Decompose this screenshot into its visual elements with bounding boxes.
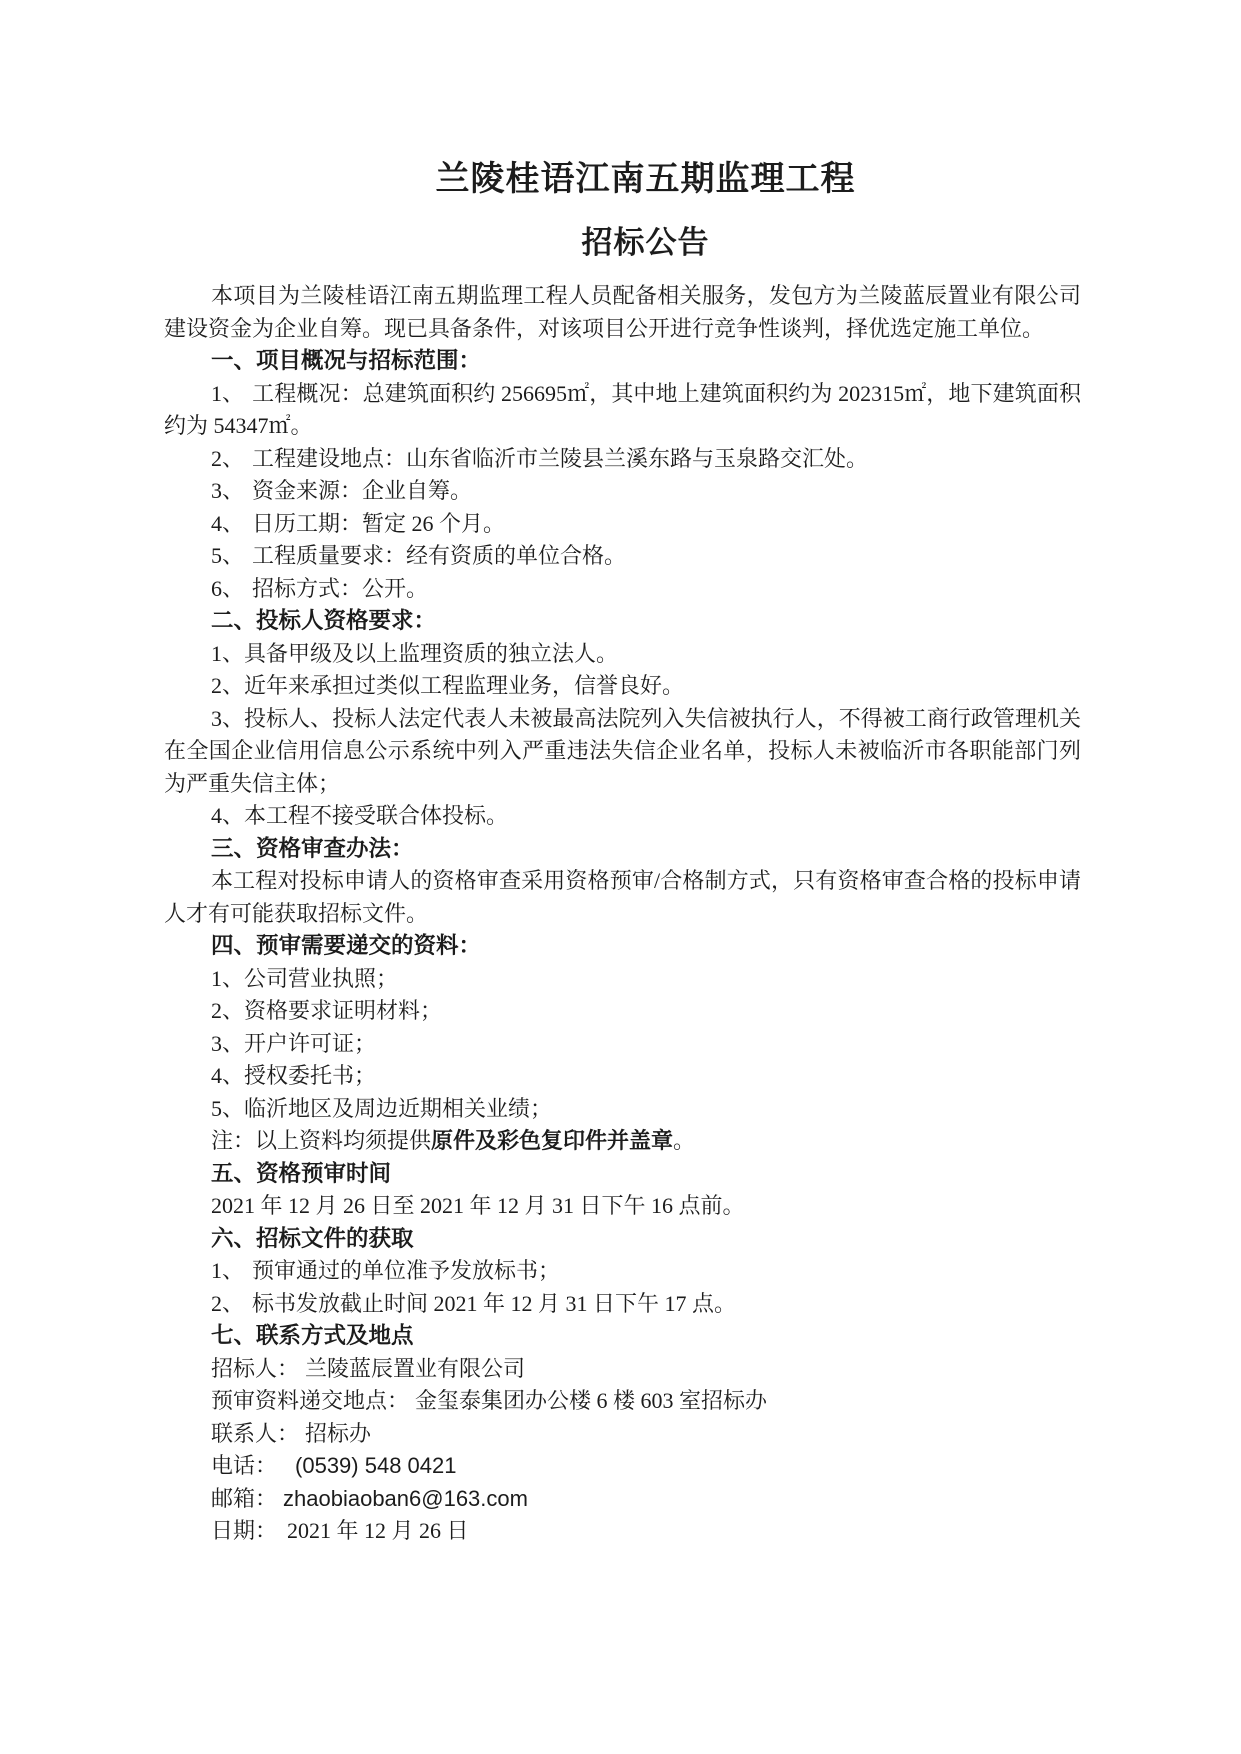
list-item — [164, 378, 1081, 443]
item-text: 工程概况：总建筑面积约 256695㎡，其中地上建筑面积约为 202315㎡，地下建筑面积约为 54347㎡。 — [164, 380, 1081, 438]
contact-row-tenderer — [164, 1353, 1081, 1386]
item-number: 1、 — [211, 1258, 245, 1283]
list-item: 2、资格要求证明材料； — [211, 998, 443, 1023]
item-text: 标书发放截止时间 2021 年 12 月 31 日下午 17 点。 — [252, 1290, 737, 1316]
contact-label: 电话： — [211, 1453, 278, 1478]
list-item: 3、投标人、投标人法定代表人未被最高法院列入失信被执行人，不得被工商行政管理机关在全国企业信用信息公示系统中列入严重违法失信企业名单，投标人未被临沂市各职能部门列为严重失信主体； — [164, 705, 1081, 796]
list-item: 5、临沂地区及周边近期相关业绩； — [211, 1095, 553, 1121]
list-item: 1、公司营业执照； — [211, 965, 399, 991]
contact-row-phone — [164, 1450, 1081, 1483]
contact-label: 日期： — [211, 1518, 278, 1543]
contact-row-address — [164, 1385, 1081, 1418]
list-item: 4、本工程不接受联合体投标。 — [211, 803, 509, 828]
list-item — [164, 443, 1081, 476]
doc-subtitle: 招标公告 — [581, 225, 710, 260]
note-suffix: 。 — [673, 1128, 696, 1153]
list-item — [164, 573, 1081, 606]
item-text: 日历工期：暂定 26 个月。 — [252, 510, 506, 536]
item-number: 6、 — [211, 575, 245, 601]
doc-title: 兰陵桂语江南五期监理工程 — [435, 161, 856, 198]
list-item: 3、开户许可证； — [211, 1030, 377, 1056]
contact-row-email — [164, 1483, 1081, 1516]
item-text: 资金来源：企业自筹。 — [252, 478, 473, 503]
section-body: 本工程对投标申请人的资格审查采用资格预审/合格制方式，只有资格审查合格的投标申请人才有可能获取招标文件。 — [164, 868, 1081, 926]
contact-email-value: zhaobiaoban6@163.com — [283, 1485, 528, 1511]
item-text: 工程质量要求：经有资质的单位合格。 — [252, 543, 627, 568]
list-item — [164, 475, 1081, 508]
doc-body — [164, 280, 1081, 1548]
list-item: 2、近年来承担过类似工程监理业务，信誉良好。 — [211, 673, 685, 698]
contact-value: 金玺泰集团办公楼 6 楼 603 室招标办 — [415, 1388, 768, 1413]
item-text: 招标方式：公开。 — [252, 575, 429, 601]
contact-label: 招标人： — [211, 1355, 300, 1381]
contact-label: 预审资料递交地点： — [211, 1388, 410, 1413]
list-item: 1、具备甲级及以上监理资质的独立法人。 — [211, 640, 619, 666]
section-heading-5: 五、资格预审时间 — [211, 1160, 392, 1186]
contact-row-date — [164, 1515, 1081, 1548]
item-number: 2、 — [211, 1290, 245, 1316]
contact-label: 联系人： — [211, 1420, 300, 1446]
section-heading-2: 二、投标人资格要求： — [211, 608, 437, 633]
contact-value: 兰陵蓝辰置业有限公司 — [305, 1355, 526, 1381]
item-number: 1、 — [211, 380, 245, 406]
section-heading-1: 一、项目概况与招标范围： — [211, 348, 482, 373]
list-item — [164, 1255, 1081, 1288]
note-prefix: 注：以上资料均须提供 — [211, 1128, 432, 1153]
section-body: 2021 年 12 月 26 日至 2021 年 12 月 31 日下午 16 点前。 — [211, 1193, 745, 1218]
list-item — [164, 540, 1081, 573]
contact-label: 邮箱： — [211, 1485, 278, 1511]
section-heading-7: 七、联系方式及地点 — [211, 1323, 414, 1348]
item-text: 预审通过的单位准予发放标书； — [252, 1258, 561, 1283]
section-heading-4: 四、预审需要递交的资料： — [211, 933, 482, 958]
list-item: 4、授权委托书； — [211, 1063, 377, 1088]
item-number: 3、 — [211, 478, 245, 503]
contact-date-value: 2021 年 12 月 26 日 — [287, 1518, 469, 1543]
section-heading-6: 六、招标文件的获取 — [211, 1225, 414, 1251]
item-number: 2、 — [211, 445, 245, 471]
contact-row-person — [164, 1418, 1081, 1451]
contact-phone-value: (0539) 548 0421 — [295, 1453, 457, 1478]
list-item — [164, 508, 1081, 541]
item-number: 5、 — [211, 543, 245, 568]
section-heading-3: 三、资格审查办法： — [211, 835, 414, 861]
item-text: 工程建设地点：山东省临沂市兰陵县兰溪东路与玉泉路交汇处。 — [252, 445, 869, 471]
note-bold-text: 原件及彩色复印件并盖章 — [431, 1128, 674, 1153]
contact-value: 招标办 — [305, 1420, 372, 1446]
list-item — [164, 1288, 1081, 1321]
intro-paragraph: 本项目为兰陵桂语江南五期监理工程人员配备相关服务，发包方为兰陵蓝辰置业有限公司建设资金为企业自筹。现已具备条件，对该项目公开进行竞争性谈判，择优选定施工单位。 — [164, 283, 1081, 341]
item-number: 4、 — [211, 510, 245, 536]
note-line — [164, 1125, 1081, 1158]
